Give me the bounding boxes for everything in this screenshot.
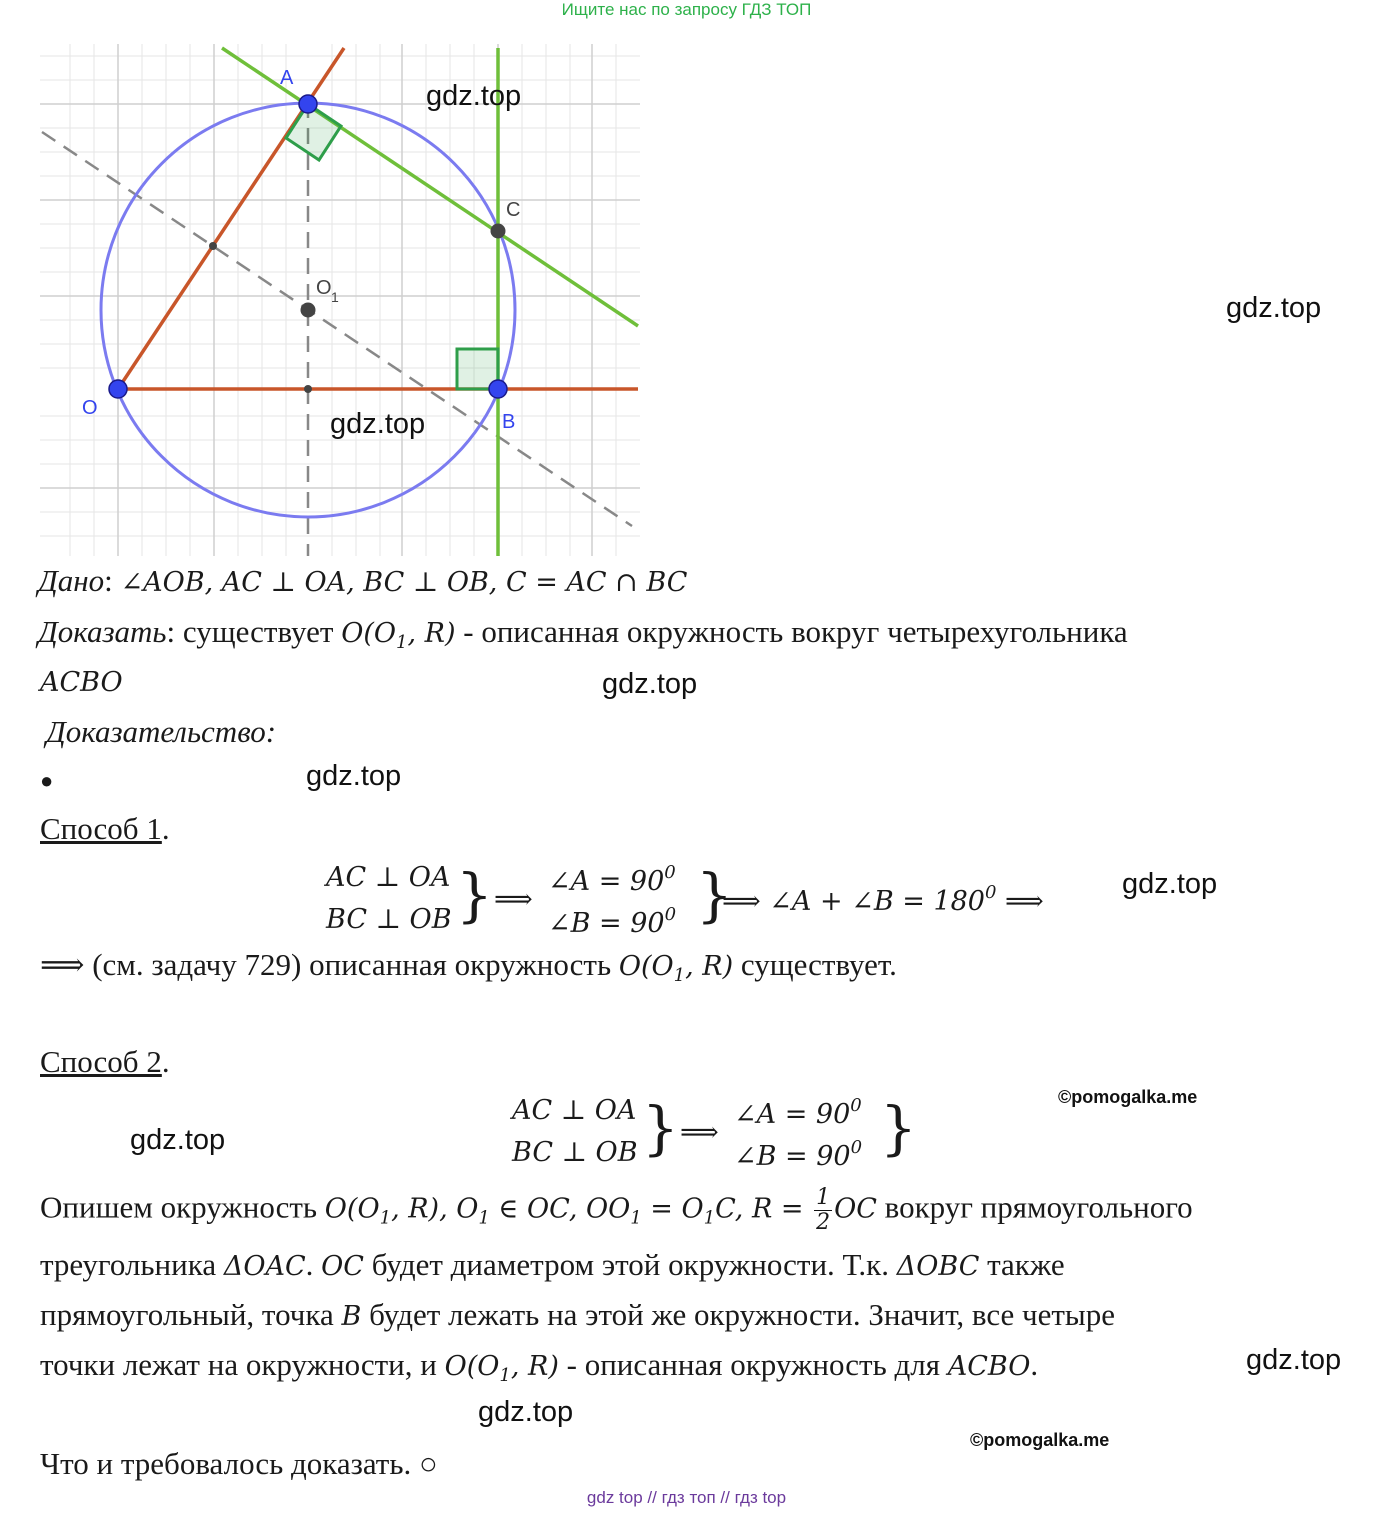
method1-sys2-l2-line: [548, 904, 676, 939]
p1-f: C, R =: [715, 1193, 813, 1225]
prove-text-before: : существует: [166, 614, 342, 649]
label-b: B: [502, 411, 516, 433]
label-o1-sub: 1: [331, 289, 339, 305]
prove-text-after: - описанная окружность вокруг четырехугольника: [455, 614, 1128, 649]
deg-sup: 0: [985, 882, 997, 903]
frac-den: 2: [816, 1210, 831, 1235]
bottom-banner: gdz top // гдз топ // гдз top: [586, 1488, 787, 1507]
deg-sup: 0: [664, 862, 676, 883]
p2-a: треугольника: [40, 1247, 224, 1282]
method1-conclusion-after: существует.: [733, 947, 897, 982]
method2-title-line: [40, 1044, 170, 1080]
prove-line: [38, 614, 1128, 653]
method2-sys2-l1-line: [734, 1095, 862, 1130]
prove-quad: ACBO: [40, 667, 123, 698]
method1-conclusion-circle-end: , R): [685, 951, 734, 982]
method2-paragraph-line1: [40, 1186, 1193, 1235]
qed: Что и требовалось доказать. ○: [40, 1446, 438, 1481]
method1-sys1-l2: BC ⊥ OB: [326, 904, 452, 935]
p4-b: O(O: [444, 1351, 500, 1382]
p4-d: - описанная окружность для: [558, 1347, 948, 1382]
dashed-line-oc: [42, 132, 632, 526]
label-c: C: [506, 199, 521, 221]
method2-paragraph-line4: [40, 1347, 1038, 1386]
method2-title: Способ 2: [40, 1044, 162, 1079]
point-o: [109, 380, 127, 398]
watermark: gdz.top: [130, 1124, 226, 1156]
prove-sub: 1: [396, 632, 408, 653]
method1-arrow: ⟹: [494, 884, 533, 915]
method2-brace2: }: [880, 1094, 917, 1162]
method1-brace2: }: [696, 861, 733, 929]
method1-conclusion: [40, 947, 897, 986]
p2-d: OC: [321, 1251, 364, 1282]
given-label: Дано: [38, 563, 105, 598]
frac-num: 1: [816, 1185, 831, 1210]
p2-f: ΔOBC: [896, 1251, 980, 1282]
method1-sum-line: [722, 882, 1044, 917]
point-b: [489, 380, 507, 398]
fraction-one-half: [814, 1186, 832, 1235]
p2-b: ΔOAC: [223, 1251, 306, 1282]
deg-sup: 0: [664, 904, 677, 925]
given-body: ∠AOB, AC ⊥ OA, BC ⊥ OB, C = AC ∩ BC: [120, 567, 688, 598]
method1-conclusion-circle: O(O: [618, 951, 674, 982]
p2-c: .: [305, 1247, 322, 1282]
method1-conclusion-sub: 1: [673, 965, 686, 986]
midpoint-oa: [209, 242, 217, 250]
method1-title-line: [40, 811, 170, 847]
bullet: ●: [40, 768, 54, 793]
label-o: O: [82, 397, 98, 419]
grid-major: [40, 44, 640, 556]
method2-sys2-l2-line: [734, 1137, 862, 1172]
method1-sys1-l1: AC ⊥ OA: [326, 862, 451, 893]
p4-c: , R): [510, 1351, 559, 1382]
prove-circle: O(O: [341, 618, 397, 649]
p1-a: Опишем окружность: [40, 1189, 325, 1225]
method2-sys1-l1: AC ⊥ OA: [512, 1095, 637, 1126]
copyright: ©pomogalka.me: [970, 1430, 1110, 1450]
label-o1: O: [316, 277, 332, 299]
method1-sys2-l1-line: [548, 862, 676, 897]
p1-c: , R), O: [391, 1193, 479, 1225]
method2-paragraph-line3: [40, 1297, 1115, 1333]
method2-sys2-l1: ∠A = 90: [734, 1099, 851, 1130]
watermark: gdz.top: [306, 760, 402, 792]
watermark: gdz.top: [330, 408, 426, 440]
p2-g: также: [979, 1247, 1065, 1282]
p3-a: прямоугольный, точка: [40, 1297, 342, 1332]
method1-sum: ⟹ ∠A + ∠B = 180: [722, 886, 985, 917]
method2-paragraph-line2: [40, 1247, 1065, 1283]
method2-arrow: ⟹: [680, 1117, 719, 1148]
copyright: ©pomogalka.me: [1058, 1087, 1198, 1107]
p1-b: O(O: [324, 1193, 380, 1225]
point-o1: [301, 303, 316, 318]
watermark: gdz.top: [1122, 868, 1218, 900]
p1-d: ∈ OC, OO: [489, 1193, 631, 1225]
deg-sup: 0: [850, 1137, 863, 1158]
watermark: gdz.top: [602, 668, 698, 700]
p1-sub: 1: [499, 1365, 511, 1386]
p4-f: .: [1030, 1347, 1039, 1382]
method1-sum-end: ⟹: [996, 886, 1044, 917]
method2-brace1: }: [642, 1094, 679, 1162]
given-colon: :: [104, 563, 113, 598]
p1-e: = O: [641, 1193, 704, 1225]
p4-a: точки лежат на окружности, и: [40, 1347, 445, 1382]
p2-e: будет диаметром этой окружности. Т.к.: [363, 1247, 897, 1282]
top-banner: Ищите нас по запросу ГДЗ ТОП: [561, 0, 812, 19]
watermark: gdz.top: [426, 80, 522, 112]
grid: [40, 44, 640, 556]
method1-sys2-l1: ∠A = 90: [548, 866, 665, 897]
watermark: gdz.top: [1226, 292, 1322, 324]
method1-dot: .: [161, 811, 170, 846]
geometry-figure: [40, 44, 640, 556]
p4-e: ACBO: [947, 1351, 1031, 1382]
p3-b: B: [341, 1301, 362, 1332]
watermark: gdz.top: [478, 1396, 574, 1428]
p1-sub: 1: [478, 1207, 490, 1229]
method1-brace1: }: [456, 861, 493, 929]
p1-g: OC: [834, 1193, 877, 1225]
midpoint-ob: [304, 385, 312, 393]
method2-sys1-l2: BC ⊥ OB: [512, 1137, 638, 1168]
p1-sub: 1: [379, 1207, 392, 1229]
method2-dot: .: [161, 1044, 170, 1079]
method2-sys2-l2: ∠B = 90: [734, 1141, 851, 1172]
method1-conclusion-before: ⟹ (см. задачу 729) описанная окружность: [40, 947, 619, 982]
prove-circle-end: , R): [407, 618, 456, 649]
deg-sup: 0: [850, 1095, 862, 1116]
method1-sys2-l2: ∠B = 90: [548, 908, 665, 939]
p1-sub: 1: [630, 1207, 642, 1229]
watermark: gdz.top: [1246, 1344, 1342, 1376]
point-a: [299, 95, 317, 113]
p3-c: будет лежать на этой же окружности. Значит, все четыре: [361, 1297, 1116, 1332]
point-c: [491, 224, 506, 239]
given-line: [38, 563, 687, 599]
method1-title: Способ 1: [40, 811, 162, 846]
proof-heading: Доказательство:: [46, 714, 277, 749]
p1-h: вокруг прямоугольного: [876, 1189, 1193, 1225]
prove-label: Доказать: [38, 614, 167, 649]
label-a: A: [280, 67, 294, 89]
p1-sub: 1: [703, 1207, 716, 1229]
